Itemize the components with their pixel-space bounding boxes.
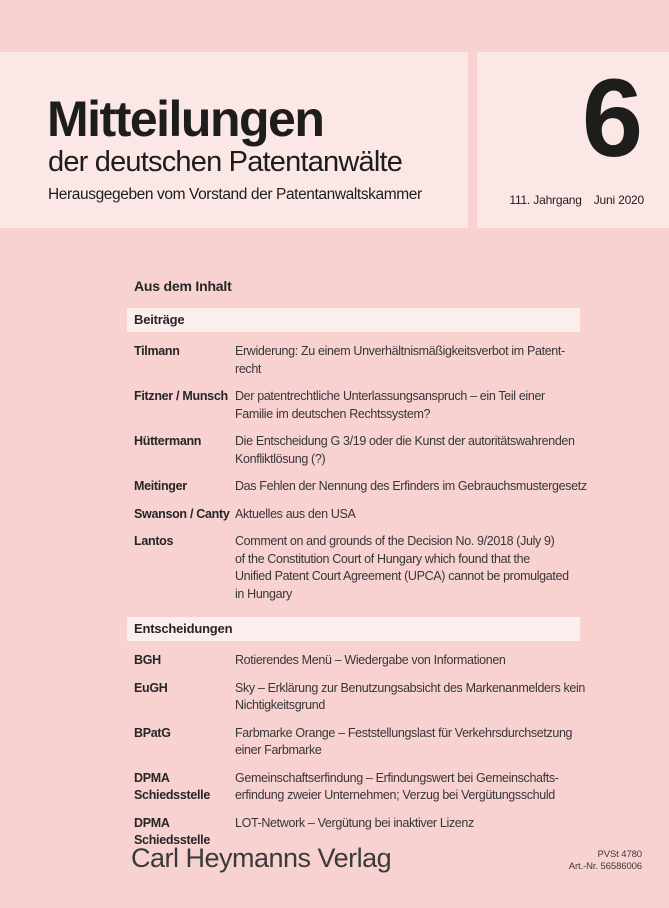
table-of-contents [127, 278, 587, 860]
toc-entry [134, 343, 580, 378]
section-label: Beiträge [134, 312, 185, 327]
volume-label: 111. Jahrgang [509, 193, 582, 207]
entry-author: Fitzner / Munsch [134, 389, 228, 403]
toc-heading: Aus dem Inhalt [134, 278, 232, 294]
footer-codes [569, 849, 642, 873]
toc-entry [134, 506, 580, 524]
entry-title: Aktuelles aus den USA [235, 506, 356, 521]
entry-author: DPMA Schiedsstelle [134, 815, 211, 847]
issue-meta [509, 193, 644, 207]
entry-title: Rotierendes Menü – Wiedergabe von Informationen [235, 653, 506, 667]
toc-entry [134, 652, 580, 670]
entry-author: Lantos [134, 534, 174, 548]
entry-author: Tilmann [134, 344, 180, 358]
article-number: Art.-Nr. 56586006 [568, 861, 642, 872]
entry-author: DPMA Schiedsstelle [134, 770, 211, 802]
entry-title: Die Entscheidung G 3/19 oder die Kunst der autoritätswahrenden Konfliktlösung (?) [235, 434, 575, 466]
toc-entry [134, 680, 586, 715]
entry-title: Das Fehlen der Nennung des Erfinders im Gebrauchsmustergesetz [235, 479, 587, 493]
entscheidungen-entries [134, 652, 586, 850]
toc-entry [134, 533, 580, 603]
beitraege-entries [134, 343, 587, 603]
masthead-title-panel [0, 52, 468, 228]
entry-author: Meitinger [134, 479, 187, 493]
entry-title: Sky – Erklärung zur Benutzungsabsicht des Markenanmelders kein Nichtigkeitsgrund [235, 680, 586, 712]
toc-entry [134, 478, 587, 496]
journal-tagline: Herausgegeben vom Vorstand der Patentanwaltskammer [48, 186, 422, 203]
masthead-issue-panel [477, 52, 669, 228]
entry-title: Gemeinschaftserfindung – Erfindungswert bei Gemeinschafts- erfindung zweier Unternehmen; Verzug bei Vergütungsschuld [235, 770, 559, 802]
postal-distribution-code: PVSt 4780 [597, 849, 642, 860]
entry-author: Hüttermann [134, 434, 202, 448]
publisher-name: Carl Heymanns Verlag [131, 843, 392, 873]
toc-entry [134, 725, 580, 760]
issue-date: Juni 2020 [593, 193, 644, 207]
journal-subtitle: der deutschen Patentanwälte [48, 146, 403, 178]
entry-title: Der patentrechtliche Unterlassungsanspruch – ein Teil einer Familie im deutschen Rechtssystem? [235, 389, 545, 421]
entry-author: BPatG [134, 725, 171, 740]
entry-title: Comment on and grounds of the Decision No. 9/2018 (July 9) of the Constitution Court of Hungary which found that the Unified Patent Court Agreement (UPCA) cannot be promulgated in Hungary [235, 534, 569, 601]
entry-author: BGH [134, 653, 161, 667]
issue-number: 6 [581, 57, 641, 180]
entry-title: Farbmarke Orange – Feststellungslast für Verkehrsdurchsetzung einer Farbmarke [235, 725, 573, 757]
entry-author: EuGH [134, 680, 168, 695]
toc-entry [134, 433, 580, 468]
entry-title: LOT-Network – Vergütung bei inaktiver Lizenz [235, 815, 474, 830]
journal-title: Mitteilungen [47, 91, 324, 147]
toc-entry [134, 770, 580, 805]
entry-author: Swanson / Canty [134, 506, 230, 521]
section-label: Entscheidungen [134, 621, 233, 636]
toc-entry [134, 388, 580, 423]
entry-title: Erwiderung: Zu einem Unverhältnismäßigkeitsverbot im Patent- recht [235, 344, 565, 376]
section-header-entscheidungen [127, 617, 580, 641]
section-header-beitraege [127, 308, 580, 332]
